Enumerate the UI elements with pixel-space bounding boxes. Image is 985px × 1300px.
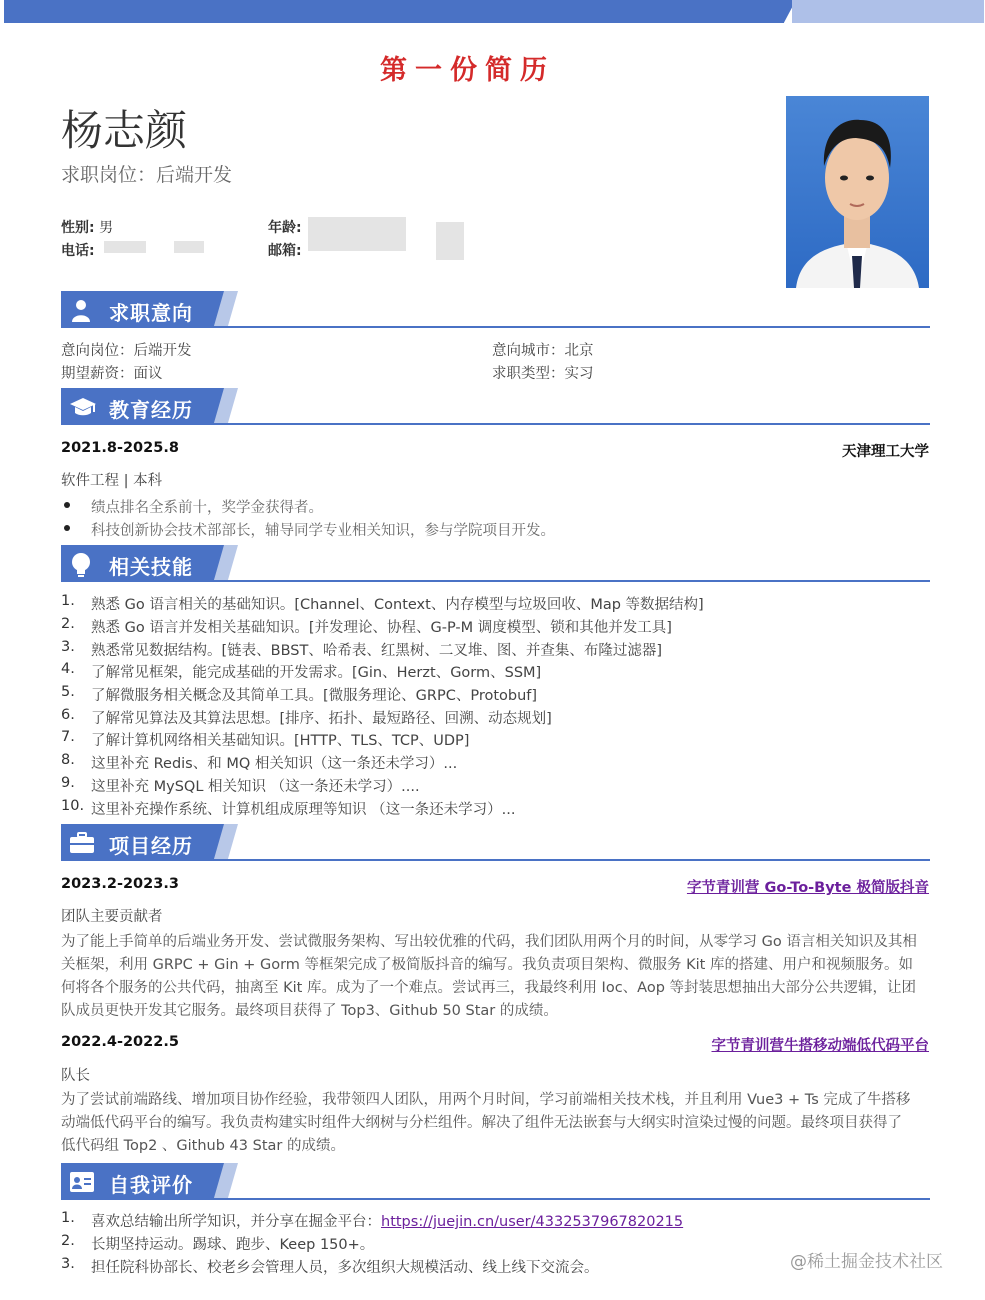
section-intent-header <box>61 291 930 333</box>
list-number: 6. <box>61 707 75 723</box>
redacted-age-email <box>308 217 406 251</box>
document-title: 第一份简历 <box>380 55 555 86</box>
section-projects-title: 项目经历 <box>109 834 193 858</box>
list-number: 5. <box>61 684 75 700</box>
list-number: 2. <box>61 616 75 632</box>
juejin-profile-link[interactable]: https://juejin.cn/user/4332537967820215 <box>381 1214 684 1230</box>
project-period: 2023.2-2023.3 <box>61 876 179 892</box>
intent-type: 求职类型：实习 <box>492 366 594 382</box>
profile-photo <box>786 96 929 288</box>
education-item: 绩点排名全系前十，奖学金获得者。 <box>91 500 323 516</box>
section-education-title: 教育经历 <box>109 398 193 422</box>
list-number: 10. <box>61 798 85 814</box>
project-description: 为了尝试前端路线、增加项目协作经验，我带领四人团队，用两个月时间，学习前端相关技术栈，并且利用 Vue3 + Ts 完成了牛搭移 动端低代码平台的编写。我负责构建实时组件大纲树与分栏组件。解决了组件无法嵌套与大纲实时渲染过慢的问题。最终项目获得了 低代码组 Top2 、Github 43 Star 的成绩。 <box>61 1092 911 1154</box>
list-number: 3. <box>61 1256 75 1272</box>
skill-item: 这里补充 Redis、和 MQ 相关知识（这一条还未学习）... <box>91 756 458 772</box>
list-number: 3. <box>61 639 75 655</box>
project-role: 团队主要贡献者 <box>61 909 163 925</box>
skill-item: 了解微服务相关概念及其简单工具。[微服务理论、GRPC、Protobuf] <box>91 688 538 704</box>
graduation-cap-icon <box>69 395 97 419</box>
list-number: 2. <box>61 1233 75 1249</box>
project-title-link[interactable]: 字节青训营 Go-To-Byte 极简版抖音 <box>686 880 929 896</box>
project-title-link[interactable]: 字节青训营牛搭移动端低代码平台 <box>711 1038 929 1054</box>
candidate-name: 杨志颜 <box>61 106 188 155</box>
skill-item: 了解计算机网络相关基础知识。[HTTP、TLS、TCP、UDP] <box>91 733 470 749</box>
redacted-phone <box>104 241 146 253</box>
briefcase-icon <box>69 831 95 855</box>
self-eval-item: 长期坚持运动。踢球、跑步、Keep 150+。 <box>91 1237 375 1253</box>
job-target: 求职岗位：后端开发 <box>61 164 233 186</box>
bullet-icon <box>64 502 70 508</box>
skill-item: 了解常见框架，能完成基础的开发需求。[Gin、Herzt、Gorm、SSM] <box>91 665 542 681</box>
skill-item: 这里补充 MySQL 相关知识 （这一条还未学习）.... <box>91 779 420 795</box>
list-number: 4. <box>61 661 75 677</box>
intent-city: 意向城市：北京 <box>492 343 594 359</box>
top-banner <box>4 0 984 23</box>
skill-item: 这里补充操作系统、计算机组成原理等知识 （这一条还未学习）... <box>91 802 516 818</box>
section-self-header <box>61 1163 930 1205</box>
skill-item: 了解常见算法及其算法思想。[排序、拓扑、最短路径、回溯、动态规划] <box>91 711 552 727</box>
intent-salary: 期望薪资：面议 <box>61 366 163 382</box>
skill-item: 熟悉 Go 语言并发相关基础知识。[并发理论、协程、G-P-M 调度模型、锁和其他并发工具] <box>91 620 672 636</box>
id-card-icon <box>69 1170 95 1194</box>
age-row: 年龄: <box>268 220 302 236</box>
redacted-email-2 <box>436 222 464 260</box>
redacted-phone-2 <box>174 241 204 253</box>
skill-item: 熟悉 Go 语言相关的基础知识。[Channel、Context、内存模型与垃圾回收、Map 等数据结构] <box>91 597 704 613</box>
project-role: 队长 <box>61 1068 90 1084</box>
section-projects-header <box>61 824 930 866</box>
self-eval-item: 担任院科协部长、校老乡会管理人员，多次组织大规模活动、线上线下交流会。 <box>91 1260 599 1276</box>
email-row: 邮箱: <box>268 243 302 259</box>
education-major: 软件工程 | 本科 <box>61 473 163 489</box>
section-intent-title: 求职意向 <box>109 301 193 325</box>
user-icon <box>69 298 93 322</box>
project-period: 2022.4-2022.5 <box>61 1034 179 1050</box>
list-number: 1. <box>61 1210 75 1226</box>
education-period: 2021.8-2025.8 <box>61 440 179 456</box>
section-education-header <box>61 388 930 430</box>
bullet-icon <box>64 525 70 531</box>
phone-row: 电话: <box>61 243 95 259</box>
intent-position: 意向岗位：后端开发 <box>61 343 192 359</box>
project-description: 为了能上手简单的后端业务开发、尝试微服务架构、写出较优雅的代码，我们团队用两个月的时间，从零学习 Go 语言相关知识及其相 关框架，利用 GRPC + Gin + Gorm 等框架完成了极简版抖音的编写。我负责项目架构、微服务 Kit 库的搭建、用户和视频服务。如 何将各个服务的公共代码，抽离至 Kit 库。成为了一个难点。尝试再三，我最终利用 Ioc、Aop 等封装思想抽出大部分公共逻辑，让团 队成员更快开发其它服务。最终项目获得了 Top3、Github 50 Star 的成绩。 <box>61 934 917 1019</box>
list-number: 1. <box>61 593 75 609</box>
self-eval-item: 喜欢总结输出所学知识，并分享在掘金平台：https://juejin.cn/user/4332537967820215 <box>91 1214 684 1230</box>
list-number: 7. <box>61 729 75 745</box>
watermark: @稀土掘金技术社区 <box>790 1252 943 1272</box>
section-self-title: 自我评价 <box>109 1173 193 1197</box>
gender-row: 性别: 男 <box>61 220 114 236</box>
section-skills-header <box>61 545 930 587</box>
list-number: 9. <box>61 775 75 791</box>
education-school: 天津理工大学 <box>842 444 929 460</box>
education-item: 科技创新协会技术部部长，辅导同学专业相关知识，参与学院项目开发。 <box>91 523 555 539</box>
list-number: 8. <box>61 752 75 768</box>
section-skills-title: 相关技能 <box>109 555 193 579</box>
lightbulb-icon <box>69 552 93 578</box>
skill-item: 熟悉常见数据结构。[链表、BBST、哈希表、红黑树、二叉堆、图、并查集、布隆过滤器] <box>91 643 663 659</box>
